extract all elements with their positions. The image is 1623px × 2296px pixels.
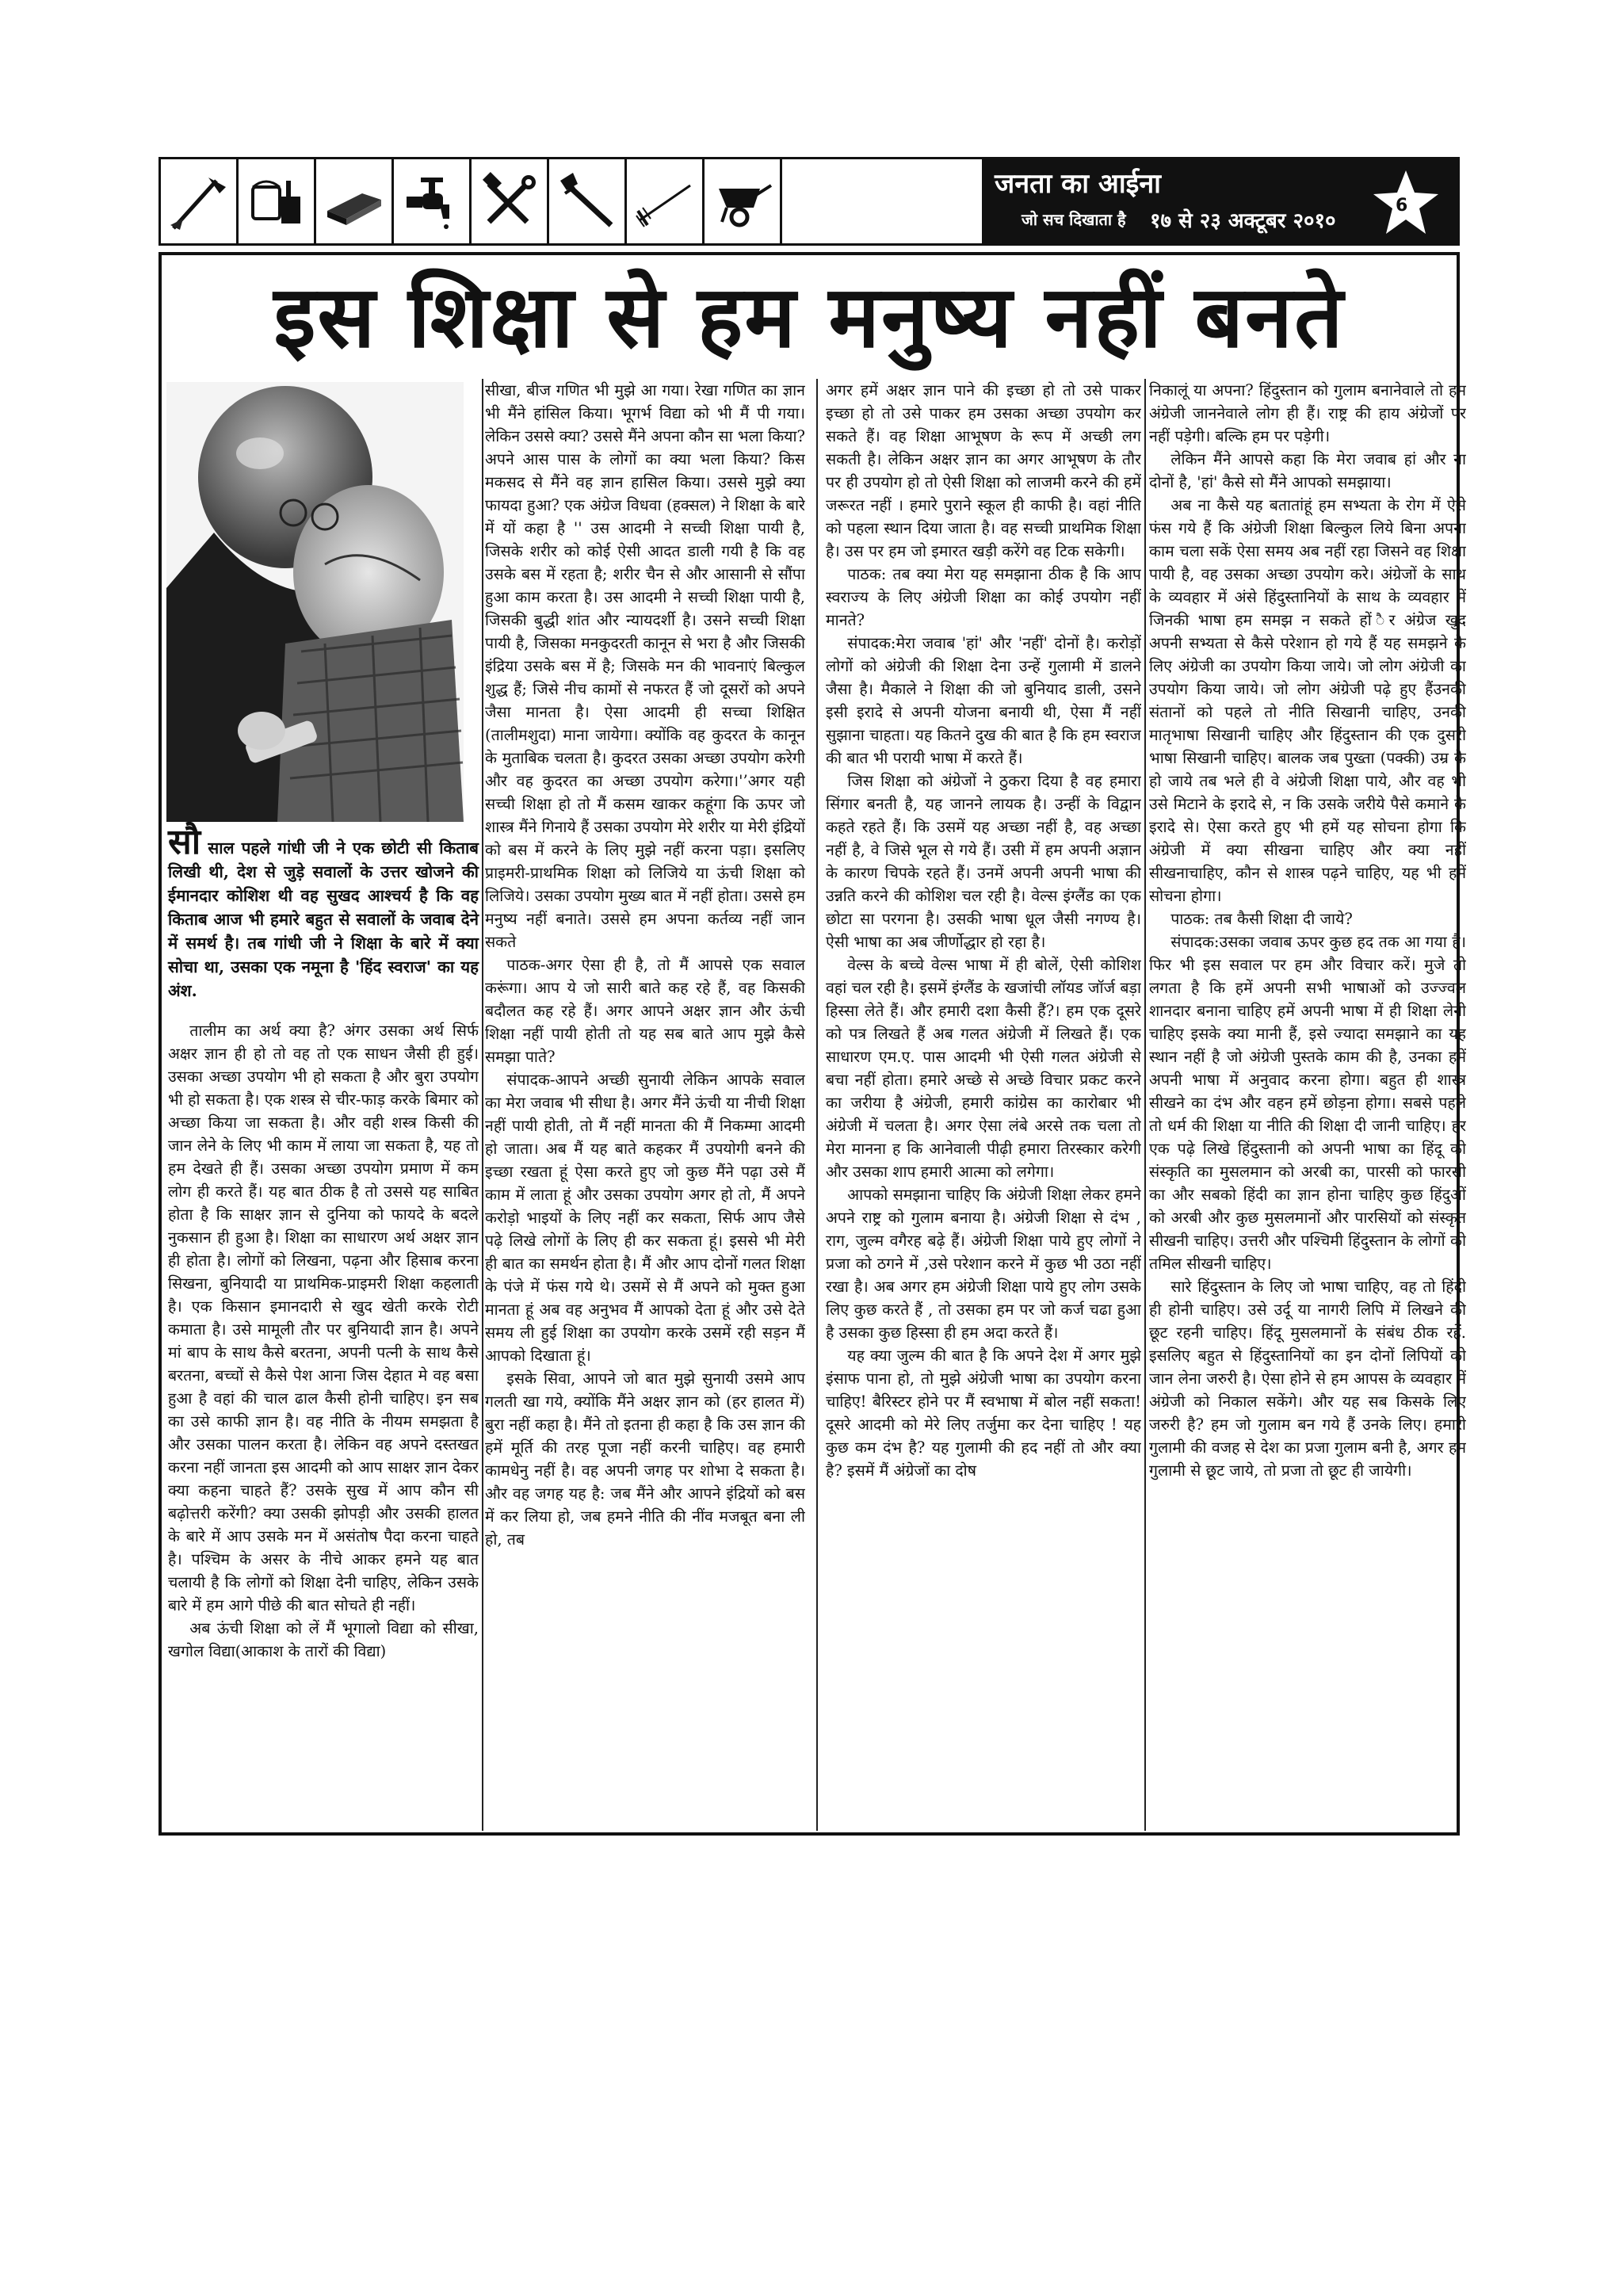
- paragraph: संपादक-आपने अच्छी सुनायी लेकिन आपके सवाल का मेरा जवाब भी सीधा है। अगर मैंने ऊंची या नीची शिक्षा नहीं पायी होती, तो मैं नहीं मानता की मैं निकम्मा आदमी हो जाता। अब मैं यह बाते कहकर मैं उपयोगी बनने की इच्छा रखता हूं ऐसा करते हुए जो कुछ मैंने पढ़ा उसे मैं काम में लाता हूं और उसका उपयोग अगर हो तो, मैं अपने करोड़ो भाइयों के लिए नहीं कर सकता, सिर्फ आप जैसे पढ़े लिखे लोगों के लिए ही कर सकता हूं। इससे भी मेरी ही बात का समर्थन होता है। मैं और आप दोनों गलत शिक्षा के पंजे में फंस गये थे। उसमें से मैं अपने को मुक्त हुआ मानता हूं अब वह अनुभव मैं आपको देता हूं और उसे देते समय ली हुई शिक्षा का उपयोग करके उसमें रही सड़न मैं आपको दिखाता हूं।: [485, 1071, 805, 1365]
- paper-name: जनता का आईना: [995, 168, 1161, 200]
- column-1: [168, 1019, 479, 1836]
- paragraph: सारे हिंदुस्तान के लिए जो भाषा चाहिए, वह तो हिंदी ही होनी चाहिए। उसे उर्दू या नागरी लिपि में लिखने की छूट रहनी चाहिए। हिंदू मुसलमानों के संबंध ठीक रहें. इसलिए बहुत से हिंदुस्तानियों का इन दोनों लिपियों को जान लेना जरुरी है। ऐसा होने से हम आपस के व्यवहार में अंग्रेजी को निकाल सकेंगे। और यह सब किसके लिए जरुरी है? हम जो गुलाम बन गये हैं उनके लिए। हमारी गुलामी की वजह से देश का प्रजा गुलाम बनी है, अगर हम गुलामी से छूट जाये, तो प्रजा तो छूट ही जायेगी।: [1149, 1278, 1466, 1480]
- paragraph: लेकिन मैंने आपसे कहा कि मेरा जवाब हां और ना दोनों है, 'हां' कैसे सो मैंने आपको समझाया।: [1149, 450, 1466, 491]
- paragraph: संपादक:मेरा जवाब 'हां' और 'नहीं' दोनों है। करोड़ों लोगों को अंग्रेजी की शिक्षा देना उन्हें गुलामी में डालने जैसा है। मैकाले ने शिक्षा की जो बुनियाद डाली, उसने इसी इरादे से अपनी योजना बनायी थी, ऐसा मैं नहीं सुझाना चाहता। यह कितने दुख की बात है कि हम स्वराज की बात भी परायी भाषा में करते हैं।: [826, 634, 1141, 767]
- tool-cell: [239, 159, 316, 243]
- paragraph: तालीम का अर्थ क्या है? अंगर उसका अर्थ सिर्फ अक्षर ज्ञान ही हो तो वह तो एक साधन जैसी ही हुई। उसका अच्छा उपयोग भी हो सकता है और बुरा उपयोग भी हो सकता है। एक शस्त्र से चीर-फाड़ करके बिमार को अच्छा किया जा सकता है। और वही शस्त्र किसी की जान लेने के लिए भी काम में लाया जा सकता है, यह तो हम देखते ही हैं। उसका अच्छा उपयोग प्रमाण में कम लोग ही करते हैं। यह बात ठीक है तो उससे यह साबित होता है कि साक्षर ज्ञान से दुनिया को फायदे के बदले नुकसान ही हुआ है। शिक्षा का साधारण अर्थ अक्षर ज्ञान ही होता है। लोगों को लिखना, पढ़ना और हिसाब करना सिखना, बुनियादी या प्राथमिक-प्राइमरी शिक्षा कहलाती है। एक किसान इमानदारी से खुद खेती करके रोटी कमाता है। उसे मामूली तौर पर बुनियादी ज्ञान है। अपने मां बाप के साथ कैसे बरतना, अपनी पत्नी के साथ कैसे बरतना, बच्चों से कैसे पेश आना जिस देहात मे वह बसा हुआ है वहां की चाल ढाल कैसी होनी चाहिए। इन सब का उसे काफी ज्ञान है। वह नीति के नीयम समझता है और उसका पालन करता है। लेकिन वह अपने दस्तखत करना नहीं जानता इस आदमी को आप साक्षर ज्ञान देकर क्या कहना चाहते हैं? उसके सुख में आप कौन सी बढ़ोत्तरी करेंगी? क्या उसकी झोपड़ी और उसकी हालत के बारे में आप उसके मन में असंतोष पैदा करना चाहते है। पश्चिम के असर के नीचे आकर हमने यह बात चलायी है कि लोगों को शिक्षा देनी चाहिए, लेकिन उसके बारे में हम आगे पीछे की बात सोचते ही नहीं।: [168, 1022, 479, 1614]
- paragraph: जिस शिक्षा को अंग्रेजों ने ठुकरा दिया है वह हमारा सिंगार बनती है, यह जानने लायक है। उन्हीं के विद्वान कहते रहते हैं। कि उसमें यह अच्छा नहीं है, वह अच्छा नहीं है, वे जिसे भूल से गये हैं। उसी में हम अपनी अज्ञान के कारण चिपके रहते हैं। उनमें अपनी अपनी भाषा की उन्नति करने की कोशिश चल रही है। वेल्स इंग्लैंड का एक छोटा सा परगना है। उसकी भाषा धूल जैसी नगण्य है। ऐसी भाषा का अब जीर्णोद्धार हो रहा है।: [826, 772, 1141, 951]
- page-title: इस शिक्षा से हम मनुष्य नहीं बनते: [273, 267, 1345, 367]
- column-divider: [1144, 379, 1146, 1831]
- tool-cell: [472, 159, 549, 243]
- article-intro: [168, 822, 479, 1003]
- paragraph: वेल्स के बच्चे वेल्स भाषा में ही बोलें, ऐसी कोशिश वहां चल रही है। इसमें इंग्लैंड के खजांची लॉयड जॉर्ज बड़ा हिस्सा लेते हैं। और हमारी दशा कैसी हैं?। हम एक दूसरे को पत्र लिखते हैं अब गलत अंग्रेजी में लिखते हैं। एक साधारण एम.ए. पास आदमी भी ऐसी गलत अंग्रेजी से बचा नहीं होता। हमारे अच्छे से अच्छे विचार प्रकट करने का जरीया है अंग्रेजी, हमारी कांग्रेस का कारोबार भी अंग्रेजी में चलता है। अगर ऐसा लंबे अरसे तक चला तो मेरा मानना ह कि आनेवाली पीढ़ी हमारा तिरस्कार करेगी और उसका शाप हमारी आत्मा को लगेगा।: [826, 956, 1141, 1181]
- paragraph: अगर हमें अक्षर ज्ञान पाने की इच्छा हो तो उसे पाकर इच्छा हो तो उसे पाकर हम उसका अच्छा उपयोग कर सकते हैं। वह शिक्षा आभूषण के रूप में अच्छी लग सकती है। लेकिन अक्षर ज्ञान का अगर आभूषण के तौर पर ही उपयोग हो तो ऐसी शिक्षा को लाजमी करने की हमें जरूरत नहीं । हमारे पुराने स्कूल ही काफी है। वहां नीति को पहला स्थान दिया जाता है। वह सच्ची प्राथमिक शिक्षा है। उस पर हम जो इमारत खड़ी करेंगे वह टिक सकेगी।: [826, 381, 1141, 560]
- tool-cell: [627, 159, 705, 243]
- paint-bucket-icon: [245, 170, 308, 233]
- paragraph: पाठक: तब क्या मेरा यह समझाना ठीक है कि आप स्वराज्य के लिए अंग्रेजी शिक्षा का कोई उपयोग नहीं मानते?: [826, 565, 1141, 629]
- paragraph: आपको समझाना चाहिए कि अंग्रेजी शिक्षा लेकर हमने अपने राष्ट्र को गुलाम बनाया है। अंग्रेजी शिक्षा से दंभ , राग, जुल्म वगैरह बढ़े हैं। अंग्रेजी शिक्षा पाये हुए लोगों ने प्रजा को ठगने में ,उसे परेशान करने में कुछ भी उठा नहीं रखा है। अब अगर हम अंग्रेजी शिक्षा पाये हुए लोग उसके लिए कुछ करते हैं , तो उसका हम पर जो कर्ज चढा हुआ है उसका कुछ हिस्सा ही हम अदा करते हैं।: [826, 1186, 1141, 1342]
- pipe-wrench-icon: [556, 170, 619, 233]
- paragraph: निकालूं या अपना? हिंदुस्तान को गुलाम बनानेवाले तो हम अंग्रेजी जाननेवाले लोग ही हैं। राष्ट्र की हाय अंग्रेजों पर नहीं पड़ेगी। बल्कि हम पर पड़ेगी।: [1149, 381, 1466, 445]
- intro-text: साल पहले गांधी जी ने एक छोटी सी किताब लिखी थी, देश से जुड़े सवालों के उत्तर खोजने की ईमानदार कोशिश थी वह सुखद आश्चर्य है कि वह किताब आज भी हमारे बहुत से सवालों के जवाब देने में समर्थ है। तब गांधी जी ने शिक्षा के बारे में क्या सोचा था, उसका एक नमूना है 'हिंद स्वराज' का यह अंश.: [168, 839, 479, 1000]
- article-photo: [166, 382, 464, 822]
- drop-cap: सौ: [168, 822, 201, 862]
- paragraph: पाठक-अगर ऐसा ही है, तो मैं आपसे एक सवाल करूंगा। आप ये जो सारी बाते कह रहे हैं, वह किसकी बदौलत कह रहे हैं। अगर आपने अक्षर ज्ञान और ऊंची शिक्षा नहीं पायी होती तो यह सब बाते आप मुझे कैसे समझा पाते?: [485, 956, 805, 1066]
- page-number: 6: [1396, 196, 1408, 216]
- hoe-icon: [167, 170, 231, 233]
- column-3: [826, 379, 1141, 1836]
- issue-date: १७ से २३ अक्टूबर २०१०: [1150, 209, 1336, 233]
- wrench-hammer-icon: [478, 170, 541, 233]
- paragraph: सीखा, बीज गणित भी मुझे आ गया। रेखा गणित का ज्ञान भी मैंने हांसिल किया। भूगर्भ विद्या को भी मैं पी गया। लेकिन उससे क्या? उससे मैंने अपना कौन सा भला किया? अपने आस पास के लोगों का क्या भला किया? किस मकसद से मैंने वह ज्ञान हासिल किया। उससे मुझे क्या फायदा हुआ? एक अंग्रेज विधवा (हक्सल) ने शिक्षा के बारे में यों कहा है '' उस आदमी ने सच्ची शिक्षा पायी है, जिसके शरीर को कोई ऐसी आदत डाली गयी है कि वह उसके बस में रहता है; शरीर चैन से और आसानी से सौंपा हुआ काम करता है। उस आदमी ने सच्ची शिक्षा पायी है, जिसकी बुद्धी शांत और न्यायदर्शी है। उसने सच्ची शिक्षा पायी है, जिसका मनकुदरती कानून से भरा है और जिसकी इंद्रिया उसके बस में है; जिसके मन की भावनाएं बिल्कुल शुद्ध हैं; जिसे नीच कामों से नफरत हैं जो दूसरों को अपने जैसा मानता है। ऐसा आदमी ही सच्चा शिक्षित (तालीमशुदा) माना जायेगा। क्योंकि वह कुदरत के कानून के मुताबिक चलता है। कुदरत उसका अच्छा उपयोग करेगी और वह कुदरत का अच्छा उपयोग करेगा।'’अगर यही सच्ची शिक्षा हो तो मैं कसम खाकर कहूंगा कि ऊपर जो शास्त्र मैंने गिनाये हैं उसका उपयोग मेरे शरीर या मेरी इंद्रियों को बस में करने के लिए मुझे नहीं करना पड़ा। इसलिए प्राइमरी-प्राथमिक शिक्षा को लिजिये या ऊंची शिक्षा को लिजिये। उसका उपयोग मुख्य बात में नहीं होता। उससे हम मनुष्य नहीं बनाते। उससे हम अपना कर्तव्य नहीं जान सकते: [485, 381, 805, 951]
- water-tap-icon: [400, 170, 464, 233]
- tool-cell: [394, 159, 472, 243]
- tool-cell: [549, 159, 627, 243]
- header-spacer: [782, 159, 982, 243]
- masthead: [982, 159, 1457, 243]
- paragraph: इसके सिवा, आपने जो बात मुझे सुनायी उसमे आप गलती खा गये, क्योंकि मैंने अक्षर ज्ञान को (हर हालत में) बुरा नहीं कहा है। मैंने तो इतना ही कहा है कि उस ज्ञान की हमें मूर्ति की तरह पूजा नहीं करनी चाहिए। वह हमारी कामधेनु नहीं है। वह अपनी जगह पर शोभा दे सकता है। और वह जगह यह है: जब मैंने और आपने इंद्रियों को बस में कर लिया हो, जब हमने नीति की नींव मजबूत बना ली हो, तब: [485, 1370, 805, 1549]
- tool-cell: [161, 159, 239, 243]
- paragraph: अब ऊंची शिक्षा को लें मैं भूगालो विद्या को सीखा, खगोल विद्या(आकाश के तारों की विद्या): [168, 1619, 479, 1660]
- header-strip: [158, 157, 1460, 246]
- rake-icon: [633, 170, 697, 233]
- column-divider: [816, 379, 818, 1831]
- gandhi-with-child-photo: [166, 382, 464, 822]
- column-4: [1149, 379, 1466, 1836]
- paragraph: पाठक: तब कैसी शिक्षा दी जाये?: [1170, 910, 1353, 928]
- column-2: [485, 379, 805, 1836]
- column-divider: [482, 379, 483, 1831]
- paper-tagline: जो सच दिखाता है: [1022, 210, 1126, 229]
- paragraph: यह क्या जुल्म की बात है कि अपने देश में अगर मुझे इंसाफ पाना हो, तो मुझे अंग्रेजी भाषा का उपयोग करना चाहिए! बैरिस्टर होने पर मैं स्वभाषा में बोल नहीं सकता! दूसरे आदमी को मेरे लिए तर्जुमा कर देना चाहिए ! यह कुछ कम दंभ है? यह गुलामी की हद नहीं तो और क्या है? इसमें मैं अंग्रेजों का दोष: [826, 1347, 1141, 1480]
- paragraph: संपादक:उसका जवाब ऊपर कुछ हद तक आ गया है। फिर भी इस सवाल पर हम और विचार करें। मुजे तो लगता है कि हमें अपनी सभी भाषाओं को उज्ज्वल शानदार बनाना चाहिए हमें अपनी भाषा में ही शिक्षा लेनी चाहिए इसके क्या मानी हैं, इसे ज्यादा समझाने का यह स्थान नहीं है जो अंग्रेजी पुस्तके काम की है, उनका हमें अपनी भाषा में अनुवाद करना होगा। बहुत ही शास्त्र सीखने का दंभ और वहन हमें छोड़ना होगा। सबसे पहले तो धर्म की शिक्षा या नीति की शिक्षा दी जानी चाहिए। हर एक पढ़े लिखे हिंदुस्तानी को अपनी भाषा का हिंदू को संस्कृति का मुसलमान को अरबी का, पारसी को फारसी का और सबको हिंदी का ज्ञान होना चाहिए कुछ हिंदुओं को अरबी और कुछ मुसलमानों और पारसियों को संस्कृत सीखनी चाहिए। उत्तरी और पश्चिमी हिंदुस्तान के लोगों को तमिल सीखनी चाहिए।: [1149, 933, 1466, 1273]
- brick-icon: [323, 170, 386, 233]
- paragraph: अब ना कैसे यह बतातांहूं हम सभ्यता के रोग में ऐसे फंस गये हैं कि अंग्रेजी शिक्षा बिल्कुल लिये बिना अपना काम चला सकें ऐसा समय अब नहीं रहा जिसने वह शिक्षा पायी है, वह उसका अच्छा उपयोग करे। अंग्रेजों के साथ के व्यवहार में अंसे हिंदुस्तानियों के साथ के व्यवहार में जिनकी भाषा हम समझ न सकते हों ैर अंग्रेज खुद अपनी सभ्यता से कैसे परेशान हो गये हैं यह समझने के लिए अंग्रेजी का उपयोग किया जाये। जो लोग अंग्रेजी का उपयोग किया जाये। जो लोग अंग्रेजी पढ़े हुए हैंउनकी संतानों को पहले तो नीति सिखानी चाहिए, उनकी मातृभाषा सिखानी चाहिए और हिंदुस्तान की एक दुसरी भाषा सिखानी चाहिए। बालक जब पुख्ता (पक्की) उम्र के हो जाये तब भले ही वे अंग्रेजी शिक्षा पाये, और वह भी उसे मिटाने के इरादे से, न कि उसके जरीये पैसे कमाने के इरादे से। ऐसा करते हुए भी हमें यह सोचना होगा कि अंग्रेजी में क्या सीखना चाहिए और क्या नहीं सीखनाचाहिए, कौन से शास्त्र पढ़ने चाहिए, यह भी हमें सोचना होगा।: [1149, 496, 1466, 905]
- tool-cell: [316, 159, 394, 243]
- tool-cell: [705, 159, 782, 243]
- wheelbarrow-icon: [711, 170, 774, 233]
